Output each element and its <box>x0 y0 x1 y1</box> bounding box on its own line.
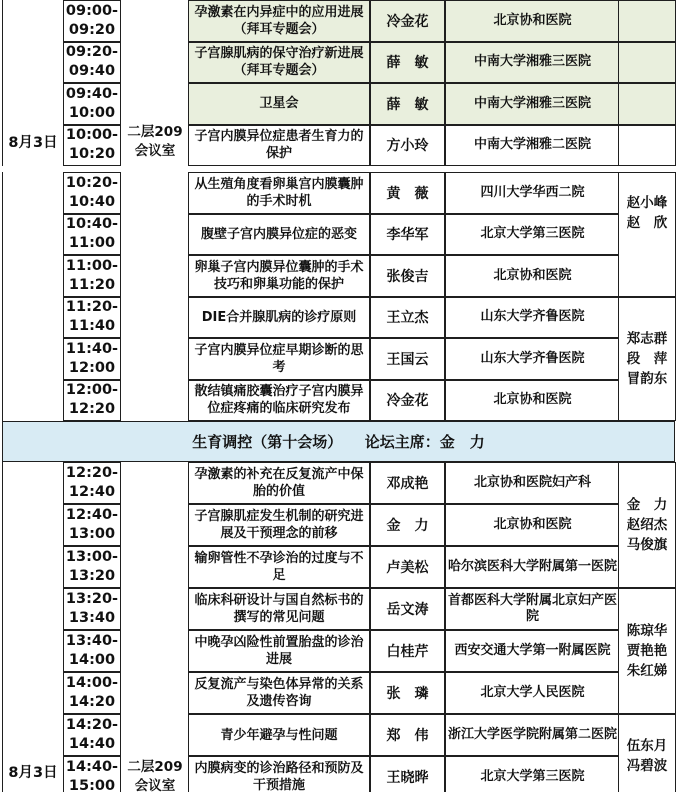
room-cell: 二层209会议室 <box>127 759 183 792</box>
hospital-cell: 北京大学第三医院 <box>445 756 620 792</box>
hospital-cell: 山东大学齐鲁医院 <box>445 338 620 380</box>
session-row <box>188 672 620 714</box>
chair-cell <box>618 0 676 42</box>
speaker-cell: 白桂芹 <box>370 630 445 672</box>
speaker-cell: 邓成艳 <box>370 462 445 504</box>
chair-column <box>618 172 676 421</box>
hospital-cell: 中南大学湘雅二医院 <box>445 125 620 167</box>
session-row <box>188 214 620 256</box>
chair-cell <box>618 125 676 167</box>
speaker-cell: 方小玲 <box>370 125 445 167</box>
chair-name: 贾艳艳 <box>626 643 668 659</box>
speaker-cell: 岳文涛 <box>370 588 445 630</box>
chair-name: 段 萍 <box>626 350 668 367</box>
hospital-cell: 哈尔滨医科大学附属第一医院 <box>445 546 620 588</box>
speaker-cell: 黄 薇 <box>370 172 445 214</box>
chair-name: 陈琼华 <box>626 623 668 639</box>
speaker-cell: 冷金花 <box>370 380 445 422</box>
time-cell: 11:20-11:40 <box>63 297 121 339</box>
topic-cell: 腹壁子宫内膜异位症的恶变 <box>188 214 370 256</box>
chair-cell <box>618 714 676 792</box>
speaker-cell: 郑 伟 <box>370 714 445 756</box>
topic-cell: 输卵管性不孕诊治的过度与不足 <box>188 546 370 588</box>
topic-cell: 孕激素在内异症中的应用进展（拜耳专题会） <box>188 0 370 42</box>
time-cell: 12:00-12:20 <box>63 380 121 422</box>
session-row <box>188 83 620 125</box>
session-grid <box>188 172 620 421</box>
time-cell: 11:00-11:20 <box>63 255 121 297</box>
topic-cell: 卵巢子宫内膜异位囊肿的手术技巧和卵巢功能的保护 <box>188 255 370 297</box>
chair-column <box>618 0 676 166</box>
session-row <box>188 125 620 167</box>
chair-name: 赵 欣 <box>626 215 668 231</box>
time-column <box>63 462 121 792</box>
topic-cell: 内膜病变的诊治路径和预防及干预措施 <box>188 756 370 792</box>
chair-cell <box>618 588 676 714</box>
speaker-cell: 李华军 <box>370 214 445 256</box>
room-cell: 二层209会议室 <box>127 124 183 159</box>
schedule-block-3 <box>2 462 675 792</box>
speaker-cell: 薛 敏 <box>370 42 445 84</box>
topic-cell: 卫星会 <box>188 83 370 125</box>
chair-cell <box>618 297 676 422</box>
session-row <box>188 338 620 380</box>
topic-cell: 散结镇痛胶囊治疗子宫内膜异位症疼痛的临床研究发布 <box>188 380 370 422</box>
time-cell: 10:20-10:40 <box>63 172 121 214</box>
speaker-cell: 张 璘 <box>370 672 445 714</box>
session-grid <box>188 0 620 166</box>
chair-name: 冒韵东 <box>626 370 668 387</box>
session-row <box>188 714 620 756</box>
time-cell: 09:20-09:40 <box>63 42 121 84</box>
hospital-cell: 西安交通大学第一附属医院 <box>445 630 620 672</box>
chair-column <box>618 462 676 792</box>
date-cell: 8月3日 <box>8 135 58 151</box>
time-cell: 12:20-12:40 <box>63 462 121 504</box>
session-row <box>188 297 620 339</box>
topic-cell: 青少年避孕与性问题 <box>188 714 370 756</box>
topic-cell: 孕激素的补充在反复流产中保胎的价值 <box>188 462 370 504</box>
hospital-cell: 首都医科大学附属北京妇产医院 <box>445 588 620 630</box>
topic-cell: 子宫腺肌病的保守治疗新进展（拜耳专题会） <box>188 42 370 84</box>
schedule-block-1 <box>2 0 675 166</box>
hospital-cell: 山东大学齐鲁医院 <box>445 297 620 339</box>
time-column <box>63 172 121 421</box>
speaker-cell: 张俊吉 <box>370 255 445 297</box>
speaker-cell: 冷金花 <box>370 0 445 42</box>
speaker-cell: 金 力 <box>370 504 445 546</box>
speaker-cell: 卢美松 <box>370 546 445 588</box>
schedule-block-2 <box>2 172 675 421</box>
session-row <box>188 0 620 42</box>
hospital-cell: 北京大学人民医院 <box>445 672 620 714</box>
chair-name: 伍东月 <box>626 738 668 754</box>
session-row <box>188 504 620 546</box>
date-cell: 8月3日 <box>8 765 58 781</box>
chair-name: 赵小峰 <box>626 195 668 211</box>
session-banner: 生育调控（第十会场） 论坛主席：金 力 <box>2 421 675 462</box>
chair-cell <box>618 83 676 125</box>
session-row <box>188 42 620 84</box>
session-row <box>188 546 620 588</box>
time-cell: 10:40-11:00 <box>63 214 121 256</box>
hospital-cell: 北京协和医院 <box>445 504 620 546</box>
chair-name: 赵绍杰 <box>626 517 668 533</box>
chair-cell <box>618 462 676 588</box>
time-cell: 12:40-13:00 <box>63 504 121 546</box>
hospital-cell: 北京大学第三医院 <box>445 214 620 256</box>
session-row <box>188 255 620 297</box>
chair-cell <box>618 172 676 297</box>
time-cell: 09:00-09:20 <box>63 0 121 42</box>
time-cell: 13:20-13:40 <box>63 588 121 630</box>
hospital-cell: 中南大学湘雅三医院 <box>445 83 620 125</box>
time-cell: 09:40-10:00 <box>63 83 121 125</box>
hospital-cell: 中南大学湘雅三医院 <box>445 42 620 84</box>
topic-cell: 子宫内膜异位症患者生育力的保护 <box>188 125 370 167</box>
time-cell: 14:20-14:40 <box>63 714 121 756</box>
session-row <box>188 630 620 672</box>
chair-name: 郑志群 <box>626 330 668 347</box>
chair-cell <box>618 42 676 84</box>
topic-cell: 子宫内膜异位症早期诊断的思考 <box>188 338 370 380</box>
speaker-cell: 薛 敏 <box>370 83 445 125</box>
time-cell: 13:00-13:20 <box>63 546 121 588</box>
topic-cell: 子宫腺肌症发生机制的研究进展及干预理念的前移 <box>188 504 370 546</box>
speaker-cell: 王晓晔 <box>370 756 445 792</box>
hospital-cell: 浙江大学医学院附属第二医院 <box>445 714 620 756</box>
topic-cell: 反复流产与染色体异常的关系及遗传咨询 <box>188 672 370 714</box>
topic-cell: 中晚孕凶险性前置胎盘的诊治进展 <box>188 630 370 672</box>
session-row <box>188 588 620 630</box>
topic-cell: 临床科研设计与国自然标书的撰写的常见问题 <box>188 588 370 630</box>
speaker-cell: 王国云 <box>370 338 445 380</box>
session-row <box>188 462 620 504</box>
session-row <box>188 172 620 214</box>
time-cell: 13:40-14:00 <box>63 630 121 672</box>
session-row <box>188 756 620 792</box>
topic-cell: 从生殖角度看卵巢宫内膜囊肿的手术时机 <box>188 172 370 214</box>
hospital-cell: 四川大学华西二院 <box>445 172 620 214</box>
hospital-cell: 北京协和医院 <box>445 255 620 297</box>
session-grid <box>188 462 620 792</box>
hospital-cell: 北京协和医院 <box>445 0 620 42</box>
hospital-cell: 北京协和医院妇产科 <box>445 462 620 504</box>
time-column <box>63 0 121 166</box>
chair-name: 冯碧波 <box>626 758 668 774</box>
chair-name: 马俊旗 <box>626 537 668 553</box>
hospital-cell: 北京协和医院 <box>445 380 620 422</box>
chair-name: 金 力 <box>626 497 668 513</box>
speaker-cell: 王立杰 <box>370 297 445 339</box>
time-cell: 10:00-10:20 <box>63 125 121 167</box>
time-cell: 14:40-15:00 <box>63 756 121 792</box>
topic-cell: DIE合并腺肌病的诊疗原则 <box>188 297 370 339</box>
time-cell: 14:00-14:20 <box>63 672 121 714</box>
chair-name: 朱红娣 <box>626 663 668 679</box>
session-row <box>188 380 620 422</box>
time-cell: 11:40-12:00 <box>63 338 121 380</box>
